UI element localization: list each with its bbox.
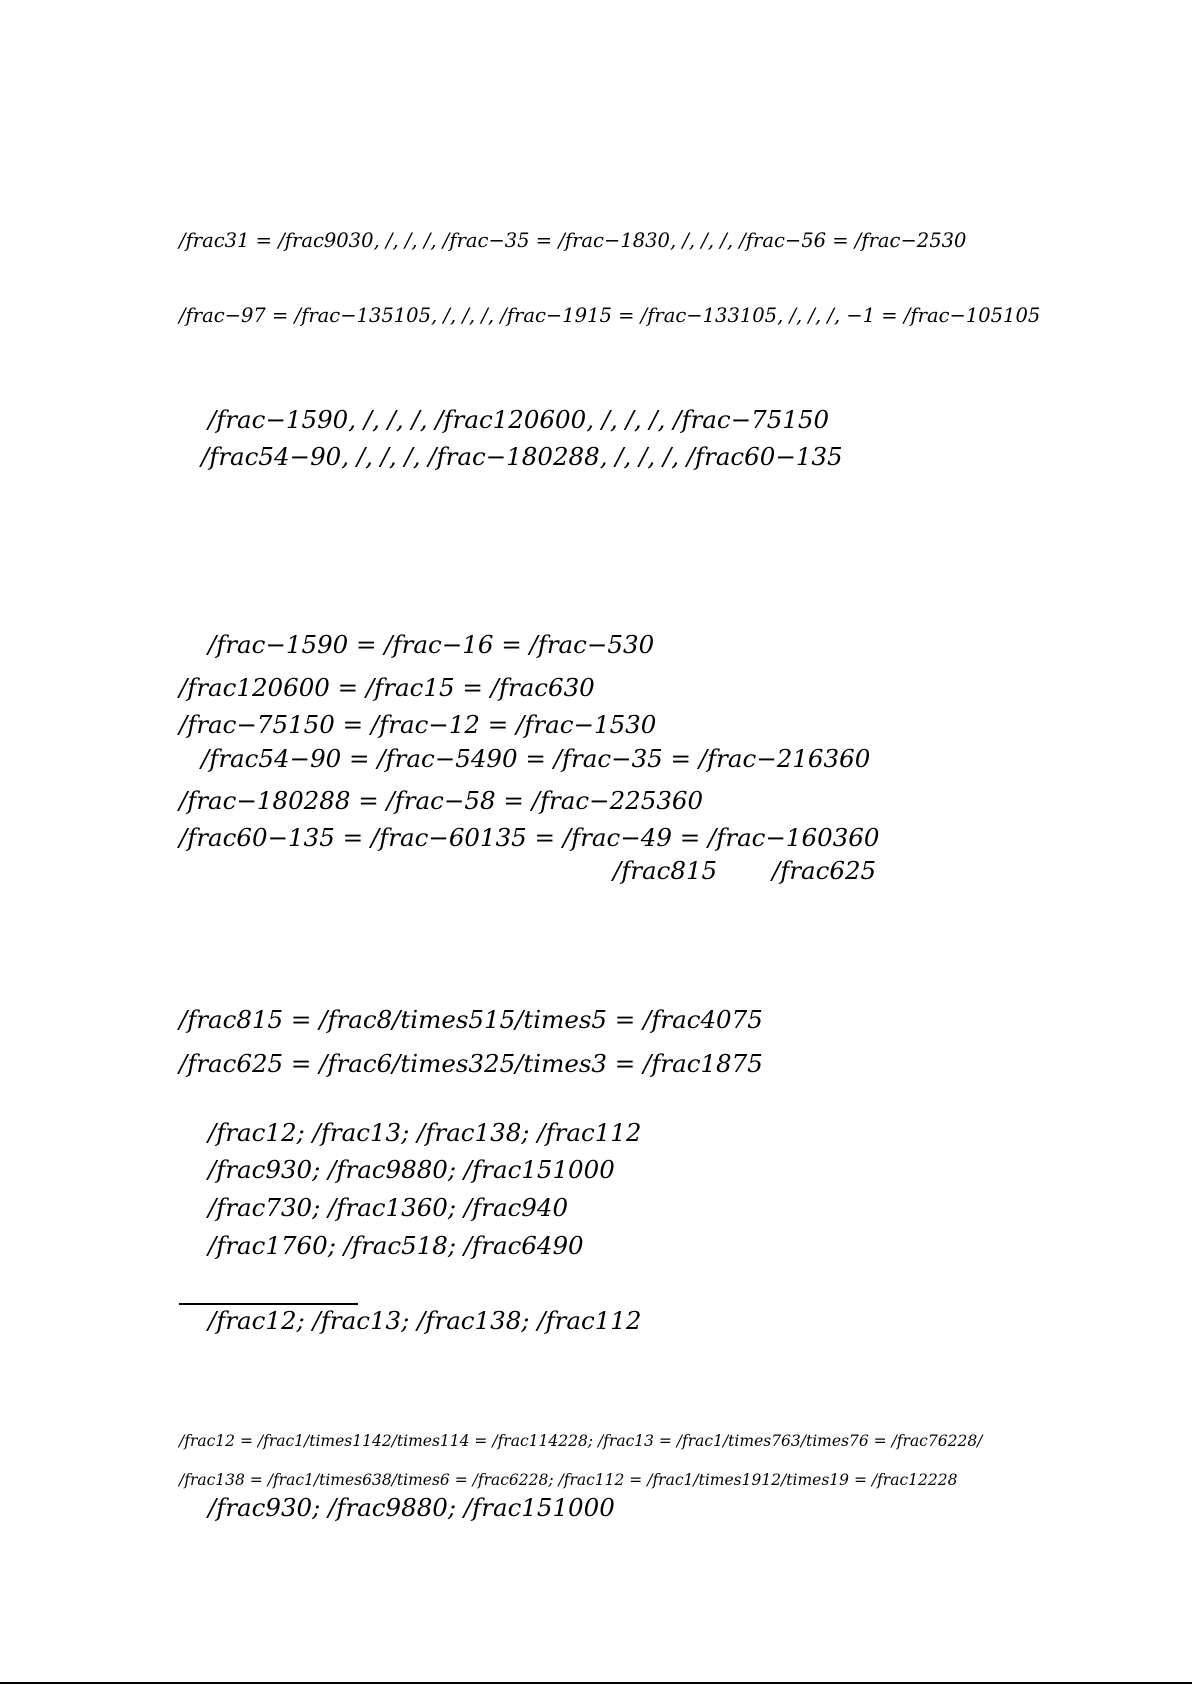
fraction-group-line-1: /frac12; /frac13; /frac138; /frac112: [208, 1118, 642, 1147]
simplify-line-2: /frac120600 = /frac15 = /frac630: [179, 673, 595, 702]
simplify-line-1: /frac−1590 = /frac−16 = /frac−530: [208, 630, 655, 659]
expansion-line-3: /frac930; /frac9880; /frac151000: [208, 1493, 615, 1522]
fraction-list-line-1: /frac−1590, /, /, /, /frac120600, /, /, /, /frac−75150: [208, 405, 830, 434]
fraction-group-line-2: /frac930; /frac9880; /frac151000: [208, 1155, 615, 1184]
simplify-tail-left: /frac815: [613, 856, 718, 885]
simplify-tail-right: /frac625: [772, 856, 877, 885]
simplify-line-4: /frac54−90 = /frac−5490 = /frac−35 = /frac−216360: [201, 744, 871, 773]
equation-line-1: /frac31 = /frac9030, /, /, /, /frac−35 = /frac−1830, /, /, /, /frac−56 = /frac−2530: [179, 229, 967, 252]
fraction-list-line-2: /frac54−90, /, /, /, /frac−180288, /, /, /, /frac60−135: [201, 442, 843, 471]
page-bottom-edge: [0, 1682, 1192, 1684]
fraction-group-line-3: /frac730; /frac1360; /frac940: [208, 1193, 569, 1222]
multiply-line-1: /frac815 = /frac8/times515/times5 = /frac4075: [179, 1005, 763, 1034]
expansion-line-2: /frac138 = /frac1/times638/times6 = /frac6228; /frac112 = /frac1/times1912/times19 = /frac12228: [179, 1471, 958, 1489]
footnote-rule: [179, 1303, 358, 1305]
expansion-line-1: /frac12 = /frac1/times1142/times114 = /frac114228; /frac13 = /frac1/times763/times76 = /frac76228/: [179, 1432, 983, 1450]
fraction-group-after-rule: /frac12; /frac13; /frac138; /frac112: [208, 1306, 642, 1335]
simplify-line-3: /frac−75150 = /frac−12 = /frac−1530: [179, 710, 657, 739]
simplify-line-6: /frac60−135 = /frac−60135 = /frac−49 = /frac−160360: [179, 823, 880, 852]
multiply-line-2: /frac625 = /frac6/times325/times3 = /frac1875: [179, 1049, 763, 1078]
simplify-line-5: /frac−180288 = /frac−58 = /frac−225360: [179, 786, 704, 815]
fraction-group-line-4: /frac1760; /frac518; /frac6490: [208, 1231, 584, 1260]
equation-line-2: /frac−97 = /frac−135105, /, /, /, /frac−1915 = /frac−133105, /, /, /, −1 = /frac−105105: [179, 304, 1041, 327]
